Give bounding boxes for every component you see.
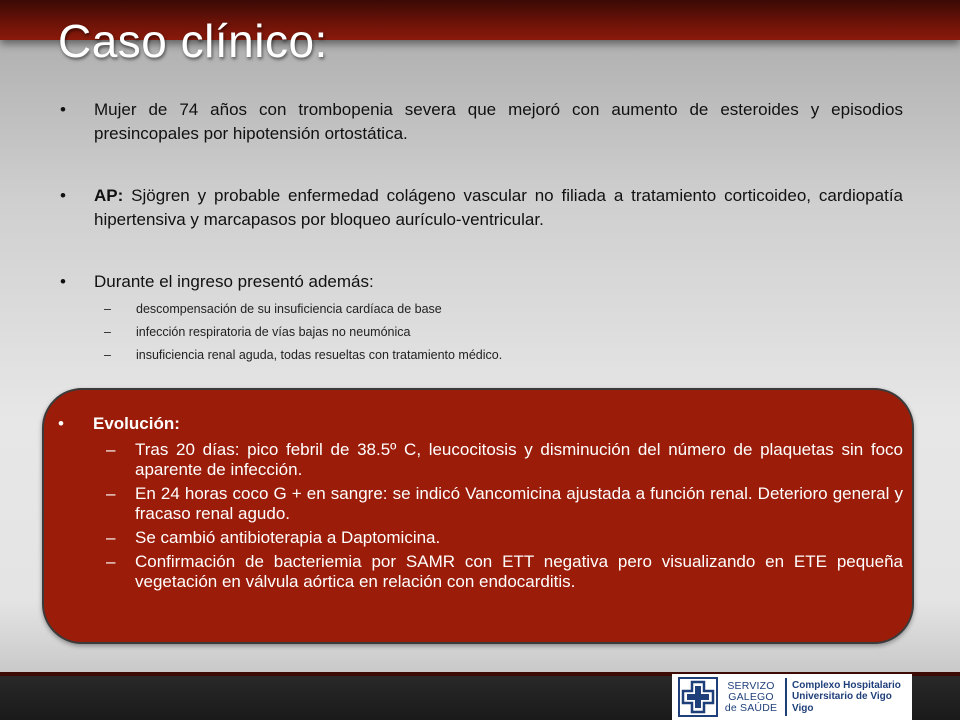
slide-title: Caso clínico: xyxy=(58,15,328,67)
subitem-text: descompensación de su insuficiencia cardíaca de base xyxy=(136,302,442,316)
slide-body xyxy=(60,98,903,367)
sub-dash: – xyxy=(104,302,111,316)
bullet-dot: • xyxy=(60,272,66,291)
logo-line: Vigo xyxy=(792,702,814,714)
bullet-history xyxy=(60,184,903,232)
evolution-content xyxy=(58,414,903,596)
subitem-text: infección respiratoria de vías bajas no neumónica xyxy=(136,325,411,339)
evolution-heading-text: Evolución: xyxy=(93,414,180,433)
evolution-item xyxy=(58,484,903,524)
sub-dash: – xyxy=(104,348,111,362)
evolution-item xyxy=(58,528,903,548)
logo-divider xyxy=(785,678,787,716)
bullet-label: AP: xyxy=(94,186,124,205)
bullet-text: Durante el ingreso presentó además: xyxy=(94,272,374,291)
evolution-item xyxy=(58,440,903,480)
bullet-text: Mujer de 74 años con trombopenia severa que mejoró con aumento de esteroides y episodios presincopales por hipotensión ortostática. xyxy=(94,100,903,143)
logo-sergas-text xyxy=(722,681,780,714)
evolution-dash: – xyxy=(106,440,116,459)
subitem xyxy=(94,344,903,367)
logo-hospital-text xyxy=(792,680,901,715)
logo-line: de SAÚDE xyxy=(724,701,778,714)
evolution-heading xyxy=(58,414,903,434)
subitem xyxy=(94,321,903,344)
bullet-dot: • xyxy=(60,186,66,205)
evolution-dash: – xyxy=(106,484,116,503)
evolution-item-text: Se cambió antibioterapia a Daptomicina. xyxy=(135,528,441,547)
hospital-logo xyxy=(672,674,912,720)
logo-line: GALEGO xyxy=(728,690,774,703)
logo-line: Complexo Hospitalario xyxy=(792,679,901,691)
bullet-patient xyxy=(60,98,903,146)
bullet-dot: • xyxy=(58,414,64,433)
evolution-item-text: Confirmación de bacteriemia por SAMR con ETT negativa pero visualizando en ETE pequeña vegetación en válvula aórtica en relación con endocarditis. xyxy=(135,552,903,591)
bullet-admission xyxy=(60,270,903,294)
evolution-item-text: En 24 horas coco G + en sangre: se indicó Vancomicina ajustada a función renal. Deterioro general y fracaso renal agudo. xyxy=(135,484,903,523)
sub-dash: – xyxy=(104,325,111,339)
subitem xyxy=(94,298,903,321)
evolution-dash: – xyxy=(106,528,116,547)
logo-line: Universitario de Vigo xyxy=(792,691,892,703)
evolution-item xyxy=(58,552,903,592)
admission-subitems xyxy=(60,298,903,367)
sergas-cross-icon xyxy=(678,677,718,717)
evolution-dash: – xyxy=(106,552,116,571)
subitem-text: insuficiencia renal aguda, todas resueltas con tratamiento médico. xyxy=(136,348,503,362)
bullet-dot: • xyxy=(60,100,66,119)
evolution-item-text: Tras 20 días: pico febril de 38.5º C, leucocitosis y disminución del número de plaquetas sin foco aparente de infección. xyxy=(135,440,903,479)
logo-line: SERVIZO xyxy=(727,679,775,692)
bullet-text: Sjögren y probable enfermedad colágeno vascular no filiada a tratamiento corticoideo, cardiopatía hipertensiva y marcapasos por bloqueo aurículo-ventricular. xyxy=(94,186,903,229)
